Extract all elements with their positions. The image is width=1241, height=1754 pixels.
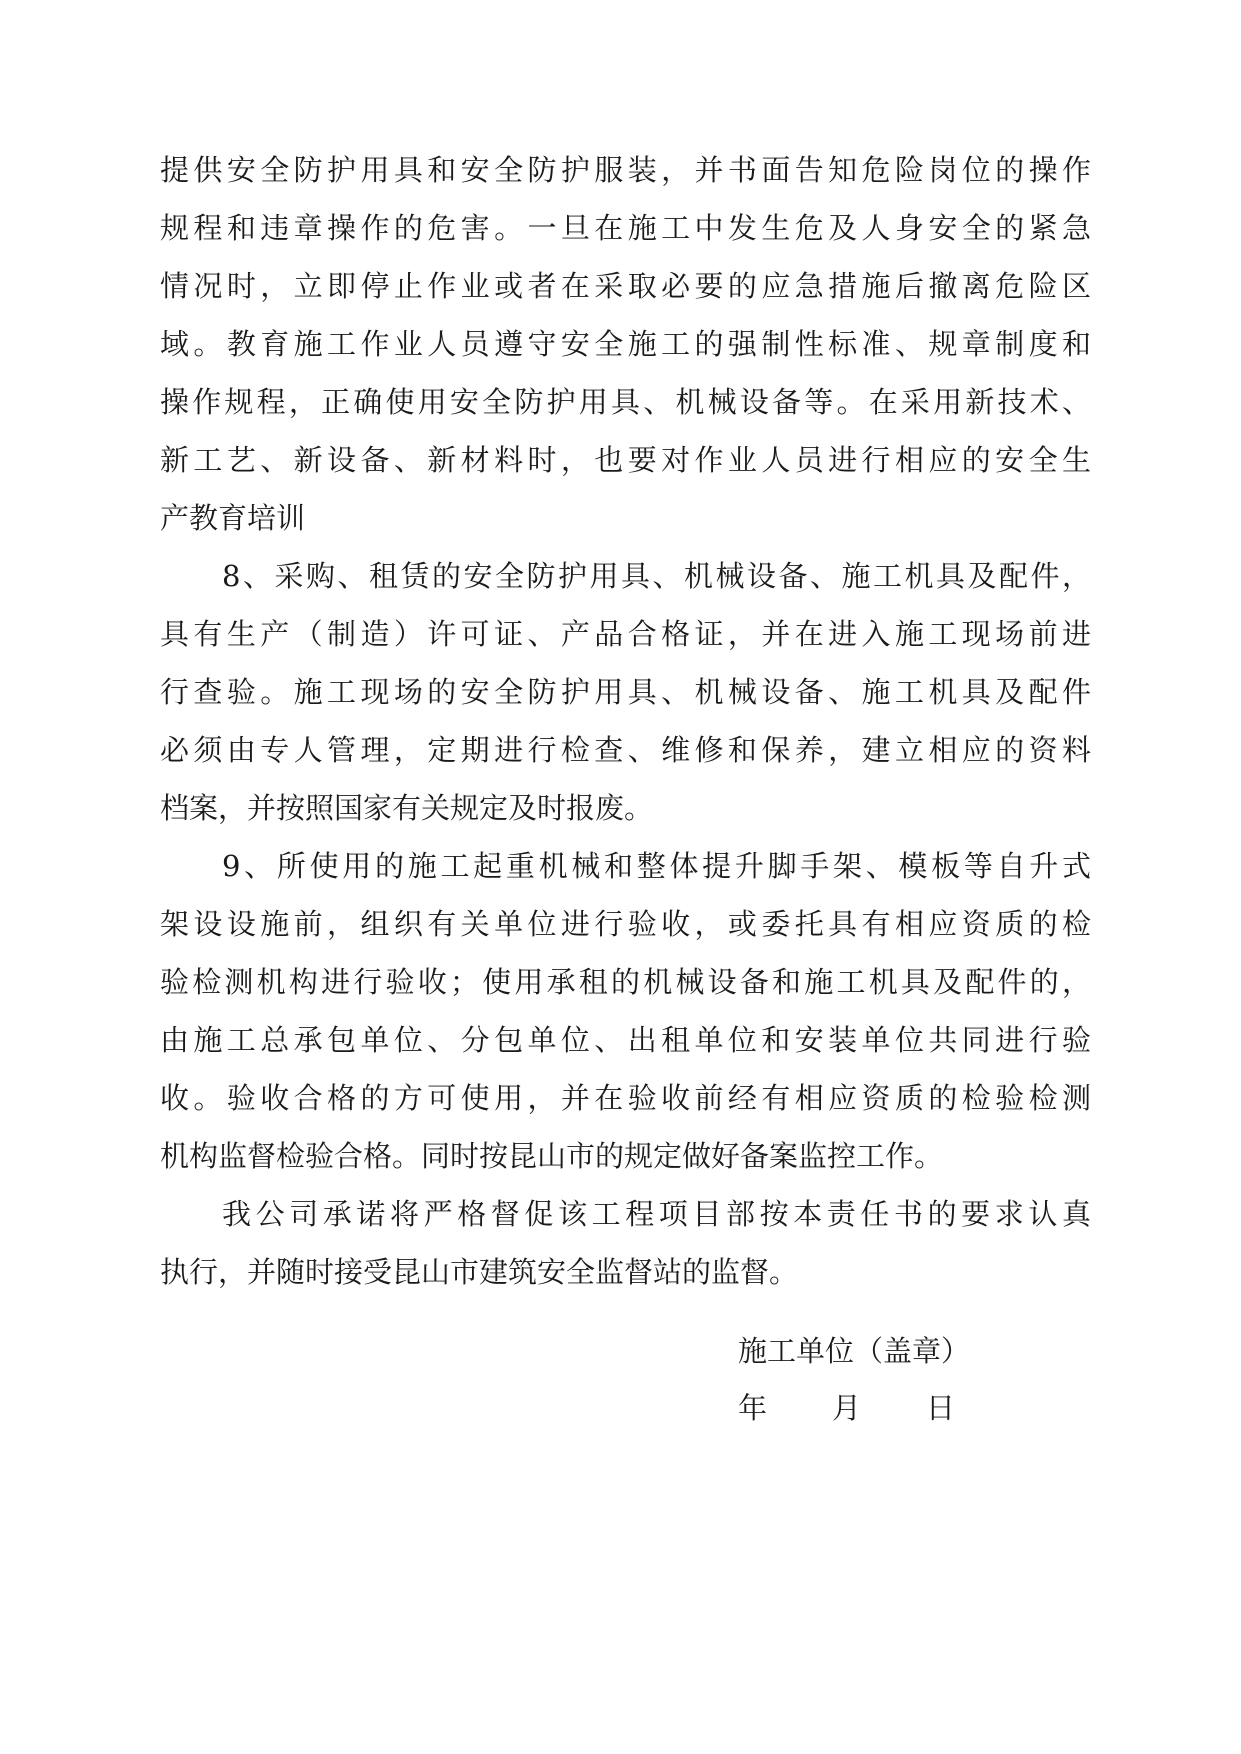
paragraph — [160, 141, 1091, 547]
text-line: 我公司承诺将严格督促该工程项目部按本责任书的要求认真 — [222, 1197, 1091, 1231]
text-line: 由施工总承包单位、分包单位、出租单位和安装单位共同进行验 — [160, 1023, 1091, 1057]
text-line: 提供安全防护用具和安全防护服装，并书面告知危险岗位的操作 — [160, 153, 1091, 187]
text-line: 域。教育施工作业人员遵守安全施工的强制性标准、规章制度和 — [160, 327, 1091, 361]
paragraph — [160, 1185, 1091, 1301]
date-month-label: 月 — [832, 1391, 862, 1425]
paragraph — [160, 547, 1091, 837]
text-line: 9、所使用的施工起重机械和整体提升脚手架、模板等自升式 — [222, 849, 1091, 883]
date-line — [738, 1380, 970, 1437]
text-line: 规程和违章操作的危害。一旦在施工中发生危及人身安全的紧急 — [160, 211, 1091, 245]
date-year-label: 年 — [738, 1391, 768, 1425]
text-line: 档案，并按照国家有关规定及时报废。 — [160, 791, 654, 825]
text-line: 8、采购、租赁的安全防护用具、机械设备、施工机具及配件， — [222, 559, 1091, 593]
text-line: 验检测机构进行验收；使用承租的机械设备和施工机具及配件的， — [160, 965, 1091, 999]
body-text — [160, 141, 1091, 1301]
text-line: 情况时，立即停止作业或者在采取必要的应急措施后撤离危险区 — [160, 269, 1091, 303]
construction-unit-seal-label: 施工单位（盖章） — [738, 1334, 971, 1368]
text-line: 必须由专人管理，定期进行检查、维修和保养，建立相应的资料 — [160, 733, 1091, 767]
text-line: 行查验。施工现场的安全防护用具、机械设备、施工机具及配件 — [160, 675, 1091, 709]
text-line: 架设设施前，组织有关单位进行验收，或委托具有相应资质的检 — [160, 907, 1091, 941]
paragraph — [160, 837, 1091, 1185]
text-line: 机构监督检验合格。同时按昆山市的规定做好备案监控工作。 — [160, 1139, 944, 1173]
text-line: 操作规程，正确使用安全防护用具、机械设备等。在采用新技术、 — [160, 385, 1091, 419]
text-line: 新工艺、新设备、新材料时，也要对作业人员进行相应的安全生 — [160, 443, 1091, 477]
signature-block — [738, 1323, 970, 1437]
text-line: 产教育培训 — [160, 501, 306, 535]
text-line: 具有生产（制造）许可证、产品合格证，并在进入施工现场前进 — [160, 617, 1091, 651]
date-day-label: 日 — [926, 1391, 956, 1425]
text-line: 执行，并随时接受昆山市建筑安全监督站的监督。 — [160, 1255, 799, 1289]
text-line: 收。验收合格的方可使用，并在验收前经有相应资质的检验检测 — [160, 1081, 1091, 1115]
